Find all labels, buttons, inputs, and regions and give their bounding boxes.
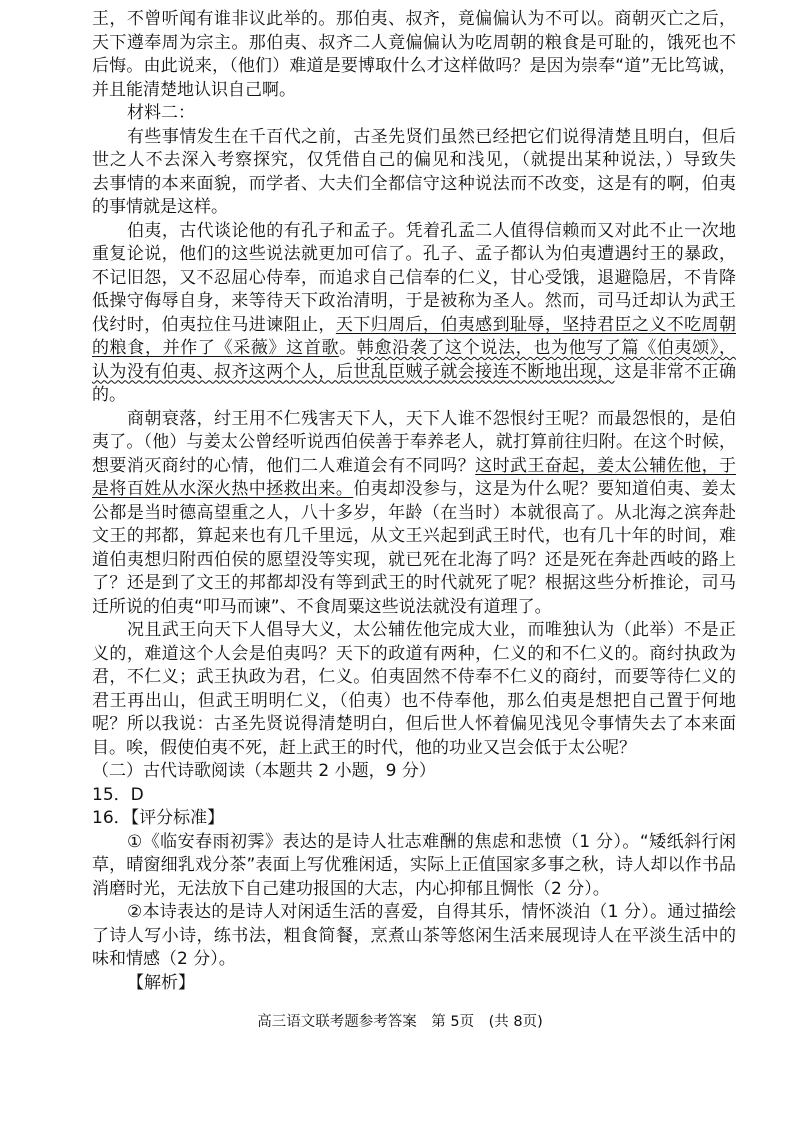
text-segment: 味和情感（2 分）。 (92, 949, 236, 969)
text-line (92, 854, 736, 878)
text-segment: 不记旧怨，又不忍屈心侍奉，而追求自己信奉的仁义，甘心受饿，退避隐居，不肯降 (92, 267, 736, 288)
paragraph (92, 807, 736, 831)
text-line (92, 713, 736, 737)
paragraph (92, 901, 736, 972)
paragraph (92, 102, 736, 126)
text-segment: 消磨时光，无法放下自己建功报国的大志，内心抑郁且惆怅（2 分）。 (92, 878, 610, 899)
text-segment: ①《临安春雨初霁》表达的是诗人壮志难酬的焦虑和悲愤（1 分）。“矮纸斜行闲 (127, 831, 736, 852)
text-line (92, 525, 736, 549)
text-line (92, 572, 736, 596)
text-line (92, 502, 736, 526)
text-segment: 商朝衰落，纣王用不仁残害天下人，天下人谁不怨恨纣王呢？而最怨恨的，是伯 (127, 408, 736, 429)
text-line (92, 408, 736, 432)
paragraph (92, 784, 736, 808)
text-line (92, 619, 736, 643)
text-segment: 有些事情发生在千百代之前，古圣先贤们虽然已经把它们说得清楚且明白，但后 (127, 126, 736, 147)
text-segment: 呢？所以我说：古圣先贤说得清楚明白，但后世人怀着偏见浅见令事情失去了本来面 (92, 714, 736, 734)
text-segment: 了？还是到了文王的邦都却没有等到武王的时代就死了呢？根据这些分析推论，司马 (92, 573, 736, 593)
text-segment: 况且武王向天下人倡导大义，太公辅佐他完成大业，而唯独认为（此举）不是正 (127, 620, 736, 640)
text-line (92, 972, 736, 996)
text-line (92, 126, 736, 150)
text-line (92, 948, 736, 972)
text-line (92, 478, 736, 502)
wavy-underlined-text: 认为没有伯夷、叔齐这两个人，后世乱臣贼子就会接连不断地出现， (92, 361, 615, 382)
text-line (92, 314, 736, 338)
text-line (92, 737, 736, 761)
text-line (92, 760, 736, 784)
text-line (92, 290, 736, 314)
text-line (92, 243, 736, 267)
text-line (92, 79, 736, 103)
text-segment: 去事情的本来面貌，而学者、大夫们全都信守这种说法而不改变，这是有的啊，伯夷 (92, 173, 736, 194)
text-segment: 世之人不去深入考察探究，仅凭借自己的偏见和浅见，（就提出某种说法，）导致失 (92, 150, 736, 170)
text-segment: 并且能清楚地认识自己啊。 (92, 79, 296, 100)
text-line (92, 549, 736, 573)
paragraph (92, 408, 736, 620)
text-line (92, 267, 736, 291)
text-segment: 迁所说的伯夷“叩马而谏”、不食周粟这些说法就没有道理了。 (92, 596, 552, 617)
text-segment: （二）古代诗歌阅读（本题共 2 小题，9 分） (92, 761, 436, 781)
text-line (92, 173, 736, 197)
text-line (92, 901, 736, 925)
text-line (92, 361, 736, 385)
text-line (92, 807, 736, 831)
underlined-text: 的粮食，并作了《采薇》这首歌 (92, 338, 340, 358)
text-segment: 伐纣时，伯夷拉住马进谏阻止， (92, 314, 336, 335)
underlined-text: 是将百姓从水深火热中拯救出来。 (92, 479, 354, 499)
document-body (92, 8, 736, 995)
text-segment: 义的，难道这个人会是伯夷吗？天下的政道有两种，仁义的和不仁义的。商纣执政为 (92, 643, 736, 664)
text-segment: 这是非常不正确 (614, 361, 736, 382)
text-line (92, 149, 736, 173)
text-line (92, 596, 736, 620)
paragraph (92, 8, 736, 102)
text-line (92, 55, 736, 79)
text-segment: 的事情就是这样。 (92, 197, 228, 217)
text-segment: 【解析】 (127, 972, 195, 993)
text-line (92, 220, 736, 244)
text-segment: 目。唉，假使伯夷不死，赶上武王的时代，他的功业又岂会低于太公呢？ (92, 737, 636, 758)
text-segment: 想要消灭商纣的心情，他们二人难道会有不同吗？ (92, 455, 476, 476)
text-line (92, 337, 736, 361)
text-line (92, 102, 736, 126)
text-segment: 王，不曾听闻有谁非议此举的。那伯夷、叔齐，竟偏偏认为不可以。商朝灭亡之后， (92, 9, 736, 29)
text-line (92, 784, 736, 808)
paragraph (92, 831, 736, 902)
text-segment: 重复论说，他们的这些说法就更加可信了。孔子、孟子都认为伯夷遭遇纣王的暴政， (92, 244, 736, 264)
paragraph (92, 760, 736, 784)
underlined-text: 这时武王奋起，姜太公辅佐他，于 (475, 455, 736, 476)
text-line (92, 196, 736, 220)
paragraph (92, 126, 736, 220)
text-segment: 道伯夷想归附西伯侯的愿望没等实现，就已死在北海了吗？还是死在奔赴西岐的路上 (92, 549, 736, 570)
text-segment: 材料二： (127, 103, 195, 123)
text-segment: 君，不仁义；武王执政为君，仁义。伯夷固然不侍奉不仁义的商纣，而要等待仁义的 (92, 667, 736, 687)
text-segment: 公都是当时德高望重之人，八十多岁，年龄（在当时）本就很高了。从北海之滨奔赴 (92, 502, 736, 523)
text-segment: 15．D (92, 784, 144, 805)
text-line (92, 831, 736, 855)
paragraph (92, 972, 736, 996)
text-line (92, 878, 736, 902)
text-segment: 草，晴窗细乳戏分茶”表面上写优雅闲适，实际上正值国家多事之秋，诗人却以作书品 (92, 855, 736, 875)
text-line (92, 643, 736, 667)
text-segment: 后悔。由此说来，（他们）难道是要博取什么才这样做吗？是因为崇奉“道”无比笃诚， (92, 56, 736, 76)
text-segment: ②本诗表达的是诗人对闲适生活的喜爱，自得其乐，情怀淡泊（1 分）。通过描绘 (127, 902, 736, 922)
text-segment: 16．【评分标准】 (92, 808, 225, 828)
text-segment: 了诗人写小诗，练书法，粗食简餐，烹煮山茶等悠闲生活来展现诗人在平淡生活中的 (92, 925, 736, 946)
text-line (92, 384, 736, 408)
text-segment: 夷了。（他）与姜太公曾经听说西伯侯善于奉养老人，就打算前往归附。在这个时候， (92, 432, 736, 452)
text-line (92, 32, 736, 56)
wavy-underlined-text: 韩愈沿袭了这个说法，也为他写了篇《伯夷颂》， (356, 338, 736, 358)
text-line (92, 455, 736, 479)
page-footer: 高三语文联考题参考答案 第 5页 (共 8页) (257, 1014, 543, 1030)
underlined-text: 天下归周后，伯夷感到耻辱，坚持君臣之义不吃周朝 (335, 314, 736, 335)
text-line (92, 666, 736, 690)
text-line (92, 690, 736, 714)
text-segment: 伯夷却没参与，这是为什么呢？要知道伯夷、姜太 (353, 479, 736, 499)
text-segment: 低操守侮辱自身，来等待天下政治清明，于是被称为圣人。然而，司马迁却认为武王 (92, 291, 736, 311)
text-line (92, 8, 736, 32)
text-segment: 天下遵奉周为宗主。那伯夷、叔齐二人竟偏偏认为吃周朝的粮食是可耻的，饿死也不 (92, 32, 736, 53)
text-segment: 君王再出山，但武王明明仁义，（伯夷）也不侍奉他，那么伯夷是想把自己置于何地 (92, 690, 736, 711)
text-segment: 。 (339, 338, 357, 358)
text-segment: 的。 (92, 385, 126, 405)
text-line (92, 925, 736, 949)
text-line (92, 431, 736, 455)
paragraph (92, 220, 736, 408)
text-segment: 伯夷，古代谈论他的有孔子和孟子。凭着孔孟二人值得信赖而又对此不止一次地 (127, 220, 736, 241)
text-segment: 文王的邦都，算起来也有几千里远，从文王兴起到武王时代，也有几十年的时间，难 (92, 526, 736, 546)
paragraph (92, 619, 736, 760)
